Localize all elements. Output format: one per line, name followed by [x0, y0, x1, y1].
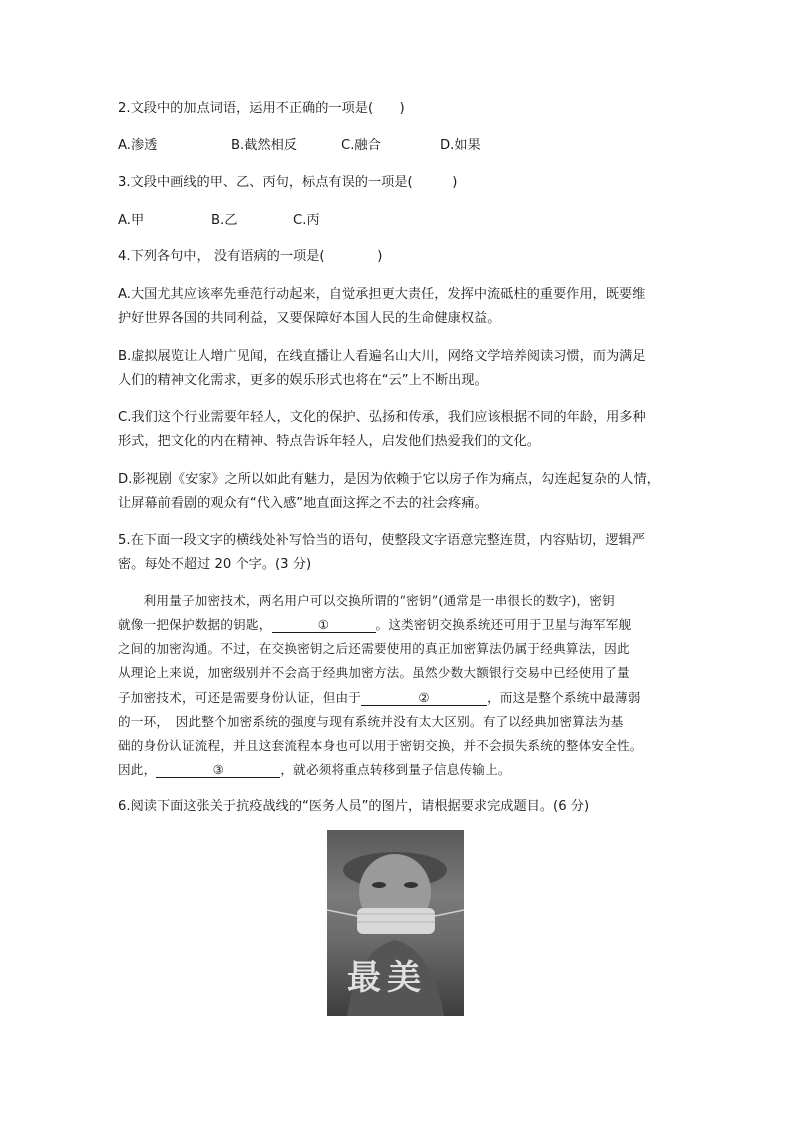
q5-passage-line1: 利用量子加密技术，两名用户可以交换所谓的“密钥”(通常是一串很长的数字)，密钥 [118, 593, 615, 608]
q4-option-a-line1: A.大国尤其应该率先垂范行动起来，自觉承担更大责任，发挥中流砥柱的重要作用，既要维 [118, 287, 646, 302]
q5-stem-line2: 密。每处不超过 20 个字。(3 分) [118, 557, 312, 572]
q4-option-c-line1: C.我们这个行业需要年轻人，文化的保护、弘扬和传承，我们应该根据不同的年龄，用多种 [118, 410, 646, 425]
q4-stem: 4.下列各句中， 没有语病的一项是( ) [118, 249, 383, 264]
q5-passage-line4: 从理论上来说，加密级别并不会高于经典加密方法。虽然少数大额银行交易中已经使用了量 [118, 665, 630, 680]
q5-passage-line7: 础的身份认证流程，并且这套流程本身也可以用于密钥交换，并不会损失系统的整体安全性。 [118, 738, 643, 753]
passage-text: ，而这是整个系统中最薄弱 [487, 690, 641, 705]
q5-passage-line2 [118, 616, 631, 634]
q3-option-c: C.丙 [293, 213, 320, 228]
passage-text: ，就必须将重点转移到量子信息传输上。 [280, 762, 511, 777]
q5-passage-line5 [118, 689, 641, 707]
q3-option-b: B.乙 [211, 213, 238, 228]
q5-passage-line6: 的一环， 因此整个加密系统的强度与现有系统并没有太大区别。有了以经典加密算法为基 [118, 714, 624, 729]
q4-option-a-line2: 护好世界各国的共同利益，又要保障好本国人民的生命健康权益。 [118, 311, 501, 326]
q6-stem: 6.阅读下面这张关于抗疫战线的“医务人员”的图片，请根据要求完成题目。(6 分) [118, 799, 590, 814]
q5-passage-line8 [118, 761, 511, 779]
q2-option-b: B.截然相反 [231, 138, 297, 153]
q4-option-d-line1: D.影视剧《安家》之所以如此有魅力，是因为依赖于它以房子作为痛点，勾连起复杂的人情， [118, 472, 660, 487]
q2-option-a: A.渗透 [118, 138, 158, 153]
q4-option-d-line2: 让屏幕前看剧的观众有“代入感”地直面这挥之不去的社会疼痛。 [118, 496, 488, 511]
q2-stem: 2.文段中的加点词语，运用不正确的一项是( ) [118, 101, 405, 116]
q4-option-b-line2: 人们的精神文化需求，更多的娱乐形式也将在“云”上不断出现。 [118, 373, 488, 388]
q4-option-c-line2: 形式，把文化的内在精神、特点告诉年轻人，启发他们热爱我们的文化。 [118, 434, 540, 449]
blank-1[interactable]: ① [272, 618, 376, 633]
q5-passage-line3: 之间的加密沟通。不过，在交换密钥之后还需要使用的真正加密算法仍属于经典算法，因此 [118, 641, 630, 656]
q5-stem-line1: 5.在下面一段文字的横线处补写恰当的语句，使整段文字语意完整连贯，内容贴切，逻辑严 [118, 533, 645, 548]
q2-option-d: D.如果 [440, 138, 481, 153]
q2-option-c: C.融合 [341, 138, 381, 153]
blank-3[interactable]: ③ [156, 763, 280, 778]
passage-text: 因此， [118, 762, 157, 777]
passage-text: 。这类密钥交换系统还可用于卫星与海军军舰 [375, 617, 632, 632]
q4-option-b-line1: B.虚拟展览让人增广见闻，在线直播让人看遍名山大川，网络文学培养阅读习惯，而为满足 [118, 349, 646, 364]
blank-2[interactable]: ② [361, 691, 487, 706]
photo-caption: 最美 [347, 958, 427, 998]
medical-worker-photo [327, 830, 464, 1016]
passage-text: 子加密技术，可还是需要身份认证，但由于 [118, 690, 362, 705]
passage-text: 就像一把保护数据的钥匙， [118, 617, 272, 632]
q3-stem: 3.文段中画线的甲、乙、丙句，标点有误的一项是( ) [118, 175, 458, 190]
q3-option-a: A.甲 [118, 213, 145, 228]
